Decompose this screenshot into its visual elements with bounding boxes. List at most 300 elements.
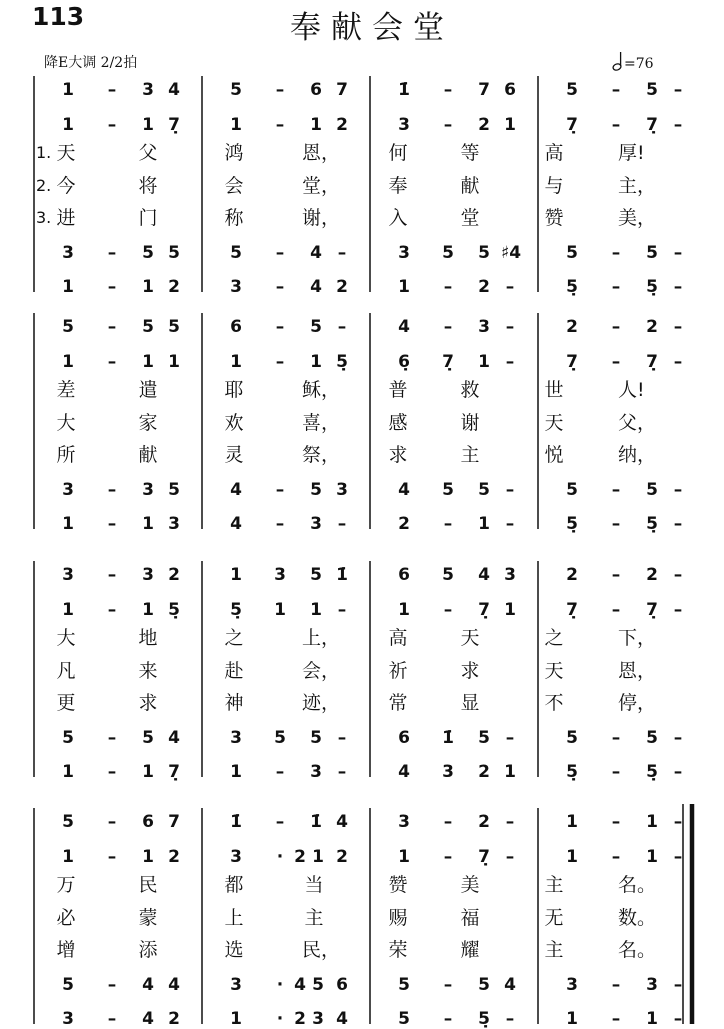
note-lower3: – [443,514,453,534]
note-lower1: 1 [312,847,324,867]
note-lower1: – [275,352,285,372]
lyric-syllable: 不 [544,692,564,714]
note-lower2: 5 [478,480,490,500]
lyric-syllable: 普 [388,379,408,401]
note-lower3: – [611,277,621,297]
note-lower1: – [673,115,683,135]
lyric-syllable: 无 [544,907,564,929]
note-lower2: – [611,728,621,748]
note-lower2: – [673,728,683,748]
note-lower3: 3 [62,1009,74,1029]
note-lower3: 1 [566,1009,578,1029]
note-lower3: 1 [142,277,154,297]
lyric-syllable: 求 [460,660,480,682]
note-upper: 1 [230,565,242,585]
note-upper: 4 [478,565,490,585]
note-lower1: 1 [478,352,490,372]
note-lower1: 2 [336,847,348,867]
lyric-syllable: 大 [56,627,76,649]
note-lower3: 4 [336,1009,348,1029]
note-lower2: 1̇ [442,728,454,748]
lyric-syllable: 鸿 [224,142,244,164]
note-lower1: 2 [168,847,180,867]
note-upper: 6 [310,80,322,100]
note-upper: 4 [168,80,180,100]
lyric-syllable: 来 [138,660,158,682]
note-lower2: 4 [504,975,516,995]
lyric-syllable: 何 [388,142,408,164]
note-lower1: 1 [504,600,516,620]
note-lower2: 5 [62,728,74,748]
note-lower2: – [107,975,117,995]
lyric-syllable: 求 [388,444,408,466]
note-lower2: – [337,728,347,748]
note-upper: 6 [142,812,154,832]
note-lower3: 1 [62,277,74,297]
note-lower1: 7̣ [478,600,490,620]
note-lower1: 1 [142,600,154,620]
note-lower2: – [275,480,285,500]
note-lower3: 2 [168,1009,180,1029]
lyric-syllable: 献 [138,444,158,466]
note-lower2: 5 [566,243,578,263]
note-lower1: – [611,847,621,867]
lyric-syllable: 更 [56,692,76,714]
note-lower2: 5 [566,480,578,500]
note-lower2: 5 [310,480,322,500]
note-lower2: 4 [310,243,322,263]
note-lower2: – [107,728,117,748]
note-lower2: – [611,243,621,263]
lyric-syllable: 厚! [618,142,645,164]
lyric-syllable: 父， [618,412,657,434]
note-lower3: – [275,277,285,297]
lyric-syllable: 赞 [388,874,408,896]
lyric-syllable: 大 [56,412,76,434]
note-lower3: 2 [398,514,410,534]
lyric-syllable: 恩， [618,660,657,682]
note-lower1: – [443,115,453,135]
note-lower1: 7̣ [646,352,658,372]
lyric-syllable: 纳， [618,444,657,466]
note-lower2: – [275,243,285,263]
lyric-syllable: 之 [544,627,564,649]
lyric-syllable: 之 [224,627,244,649]
note-lower2: 3 [142,480,154,500]
note-upper: – [611,317,621,337]
note-lower3: – [673,514,683,534]
note-lower2: – [337,243,347,263]
note-lower3: 1 [62,514,74,534]
note-upper: – [107,317,117,337]
note-lower1: 1 [62,847,74,867]
note-lower3: – [275,514,285,534]
note-lower1: 2 [478,115,490,135]
note-upper: – [673,80,683,100]
note-lower1: – [673,352,683,372]
note-upper: – [673,565,683,585]
note-lower3: 2 [336,277,348,297]
note-lower2: 5 [646,480,658,500]
note-lower2: 5 [142,728,154,748]
lyric-syllable: 会 [224,175,244,197]
note-upper: 5 [168,317,180,337]
lyric-syllable: 恩， [302,142,341,164]
note-lower1: – [505,847,515,867]
note-lower1: 1 [62,352,74,372]
note-lower3: 2 [478,277,490,297]
note-lower3: 4 [142,1009,154,1029]
lyric-syllable: 主 [460,444,480,466]
lyric-syllable: 差 [56,379,76,401]
key-signature: 降E大调 2/2拍 [44,55,138,71]
note-lower1: 1 [62,115,74,135]
note-upper: 3 [478,317,490,337]
note-upper: 2 [478,812,490,832]
note-upper: 2 [566,317,578,337]
lyric-syllable: 遣 [138,379,158,401]
lyric-syllable: 下， [618,627,657,649]
note-lower1: – [107,352,117,372]
lyric-syllable: 等 [460,142,480,164]
note-lower1: – [443,847,453,867]
lyric-syllable: 当 [304,874,324,896]
note-lower2: 3 [230,975,242,995]
note-upper: – [673,812,683,832]
lyric-syllable: 悦 [544,444,564,466]
note-lower2: 5 [442,480,454,500]
lyric-syllable: 停， [618,692,657,714]
note-lower3: 1 [62,762,74,782]
note-lower1: – [107,115,117,135]
note-upper: 2 [168,565,180,585]
note-lower1: 7̣ [566,600,578,620]
note-lower2: – [107,243,117,263]
lyric-syllable: 求 [138,692,158,714]
note-lower3: 2 [478,762,490,782]
lyric-syllable: 进 [56,207,76,229]
note-lower2: – [443,975,453,995]
note-upper: – [275,812,285,832]
note-upper: 2 [566,565,578,585]
note-lower1: – [107,600,117,620]
verse-number: 2. [36,176,52,195]
note-lower3: 5 [398,1009,410,1029]
lyric-syllable: 谢 [460,412,480,434]
note-upper: – [107,812,117,832]
lyric-syllable: 上， [302,627,341,649]
lyric-syllable: 民 [138,874,158,896]
note-lower3: – [337,514,347,534]
note-lower1: 3 [398,115,410,135]
lyric-syllable: 高 [388,627,408,649]
note-lower3: 1 [504,762,516,782]
note-upper: 1̇ [310,812,322,832]
lyric-syllable: 天 [544,412,564,434]
note-lower2: 3 [62,480,74,500]
note-lower3: – [443,277,453,297]
lyric-syllable: 天 [544,660,564,682]
note-lower1: 1 [504,115,516,135]
note-lower2: ♯4 [501,243,522,263]
lyric-syllable: 主 [544,939,564,961]
note-lower3: 1 [398,277,410,297]
note-lower1: 2 [294,847,306,867]
note-upper: – [443,317,453,337]
note-upper: 2 [646,317,658,337]
note-lower1: 1 [142,115,154,135]
note-upper: 1 [62,80,74,100]
lyric-syllable: 父 [138,142,158,164]
tempo-value: =76 [624,56,654,72]
note-lower3: – [107,762,117,782]
lyric-syllable: 主， [618,175,657,197]
note-lower2: 3 [230,728,242,748]
note-lower2: 3 [336,480,348,500]
note-lower1: 3 [230,847,242,867]
note-upper: 2 [646,565,658,585]
verse-number: 3. [36,208,52,227]
lyric-syllable: 增 [56,939,76,961]
note-upper: 5 [310,565,322,585]
note-lower3: 5̣ [646,277,658,297]
note-lower3: 3 [310,762,322,782]
lyric-syllable: 民， [302,939,341,961]
lyric-syllable: 祈 [388,660,408,682]
note-lower2: 5 [478,243,490,263]
note-upper: 7 [336,80,348,100]
note-lower2: 4 [398,480,410,500]
note-lower1: 1 [142,847,154,867]
note-lower3: – [673,762,683,782]
lyric-syllable: 世 [544,379,564,401]
note-lower2: 3 [398,243,410,263]
note-lower3: 3 [230,277,242,297]
lyric-syllable: 赴 [224,660,244,682]
note-lower1: 1 [646,847,658,867]
note-upper: – [611,565,621,585]
note-lower2: 5 [646,728,658,748]
note-upper: 5 [62,317,74,337]
note-lower3: · [276,1009,284,1029]
note-lower3: 5̣ [566,762,578,782]
note-lower1: 7̣ [478,847,490,867]
lyric-syllable: 数。 [618,907,657,929]
lyric-syllable: 选 [224,939,244,961]
lyric-syllable: 万 [56,874,76,896]
note-upper: – [443,80,453,100]
note-lower1: 5̣ [168,600,180,620]
lyric-syllable: 名。 [618,874,657,896]
note-lower1: 1 [398,847,410,867]
lyric-syllable: 欢 [224,412,244,434]
lyric-syllable: 添 [138,939,158,961]
note-lower1: 1 [274,600,286,620]
note-upper: 5 [566,80,578,100]
lyric-syllable: 与 [544,175,564,197]
note-lower2: 5 [398,975,410,995]
note-lower2: 5 [646,243,658,263]
note-lower1: – [505,352,515,372]
note-upper: 5 [62,812,74,832]
lyric-syllable: 家 [138,412,158,434]
lyric-syllable: 入 [388,207,408,229]
note-lower3: – [673,277,683,297]
note-lower3: 2 [294,1009,306,1029]
note-lower1: – [611,600,621,620]
note-lower1: 7̣ [646,115,658,135]
note-lower2: 4 [294,975,306,995]
note-upper: 3 [142,565,154,585]
note-lower1: 1 [142,352,154,372]
note-upper: – [611,812,621,832]
verse-number: 1. [36,143,52,162]
lyric-syllable: 将 [138,175,158,197]
lyric-syllable: 高 [544,142,564,164]
note-lower1: 1 [230,115,242,135]
note-lower2: 3 [62,243,74,263]
note-upper: 3 [274,565,286,585]
note-lower1: 7̣ [442,352,454,372]
note-upper: – [611,80,621,100]
lyric-syllable: 天 [460,627,480,649]
note-lower3: – [611,1009,621,1029]
lyric-syllable: 蒙 [138,907,158,929]
note-upper: – [337,317,347,337]
note-upper: 3 [504,565,516,585]
note-lower1: 1 [310,115,322,135]
note-lower2: – [673,480,683,500]
note-lower3: 5̣ [478,1009,490,1029]
note-lower1: 7̣ [168,115,180,135]
note-upper: 4 [336,812,348,832]
lyric-syllable: 赞 [544,207,564,229]
note-upper: 4 [398,317,410,337]
note-upper: 6 [230,317,242,337]
lyric-syllable: 堂 [460,207,480,229]
lyric-syllable: 迹， [302,692,341,714]
note-upper: 6 [398,565,410,585]
note-lower3: 1 [230,762,242,782]
note-upper: 5 [142,317,154,337]
note-lower3: 3 [312,1009,324,1029]
note-lower2: – [673,975,683,995]
note-lower3: 5̣ [566,277,578,297]
note-lower3: – [107,514,117,534]
lyric-syllable: 灵 [224,444,244,466]
hymn-title: 奉献会堂 [290,10,454,46]
note-lower1: 2 [336,115,348,135]
note-lower2: 4 [230,480,242,500]
lyric-syllable: 奉 [388,175,408,197]
note-upper: 7 [168,812,180,832]
lyric-syllable: 美 [460,874,480,896]
note-lower3: – [337,762,347,782]
note-lower3: – [505,1009,515,1029]
lyric-syllable: 福 [460,907,480,929]
note-upper: 3 [62,565,74,585]
note-lower2: – [505,728,515,748]
lyric-syllable: 稣， [302,379,341,401]
note-lower2: 5 [142,243,154,263]
note-lower3: 3 [310,514,322,534]
lyric-syllable: 门 [138,207,158,229]
lyric-syllable: 今 [56,175,76,197]
note-upper: 1 [566,812,578,832]
note-lower2: 3 [566,975,578,995]
lyric-syllable: 凡 [56,660,76,682]
note-lower3: 3 [442,762,454,782]
note-lower1: 7̣ [566,115,578,135]
note-lower1: – [275,115,285,135]
note-lower3: – [275,762,285,782]
lyric-syllable: 所 [56,444,76,466]
note-upper: – [275,317,285,337]
note-lower1: – [673,847,683,867]
note-lower3: – [505,277,515,297]
lyric-syllable: 荣 [388,939,408,961]
lyric-syllable: 会， [302,660,341,682]
note-lower2: 5 [478,975,490,995]
note-lower1: – [443,600,453,620]
note-upper: 1̇ [398,80,410,100]
note-lower1: 1 [566,847,578,867]
note-upper: 5 [442,565,454,585]
note-lower3: 4 [230,514,242,534]
lyric-syllable: 主 [544,874,564,896]
note-lower2: 4 [168,728,180,748]
note-upper: 1̇ [230,812,242,832]
note-lower3: 7̣ [168,762,180,782]
note-lower3: 5̣ [646,762,658,782]
lyric-syllable: 耀 [460,939,480,961]
note-lower3: – [611,762,621,782]
note-lower1: 1 [62,600,74,620]
note-lower2: – [611,480,621,500]
note-lower1: · [276,847,284,867]
note-lower2: 5 [442,243,454,263]
lyric-syllable: 必 [56,907,76,929]
hymn-number: 113 [32,2,85,31]
lyric-syllable: 天 [56,142,76,164]
note-lower2: 4 [142,975,154,995]
note-upper: – [275,80,285,100]
note-lower2: – [611,975,621,995]
note-upper: – [673,317,683,337]
note-lower2: 5 [274,728,286,748]
note-lower2: 6 [398,728,410,748]
lyric-syllable: 喜， [302,412,341,434]
lyric-syllable: 谢， [302,207,341,229]
note-lower2: 5 [168,480,180,500]
lyric-syllable: 主 [304,907,324,929]
note-upper: 1̇ [336,565,348,585]
note-lower1: 1 [310,600,322,620]
lyric-syllable: 神 [224,692,244,714]
lyric-syllable: 都 [224,874,244,896]
note-lower3: 4 [398,762,410,782]
note-lower2: – [107,480,117,500]
lyric-syllable: 美， [618,207,657,229]
lyric-syllable: 地 [138,627,158,649]
note-lower3: 1 [142,762,154,782]
note-lower3: 1 [230,1009,242,1029]
note-lower3: – [673,1009,683,1029]
lyric-syllable: 救 [460,379,480,401]
note-lower3: – [107,1009,117,1029]
note-lower1: – [107,847,117,867]
note-lower3: 5̣ [566,514,578,534]
